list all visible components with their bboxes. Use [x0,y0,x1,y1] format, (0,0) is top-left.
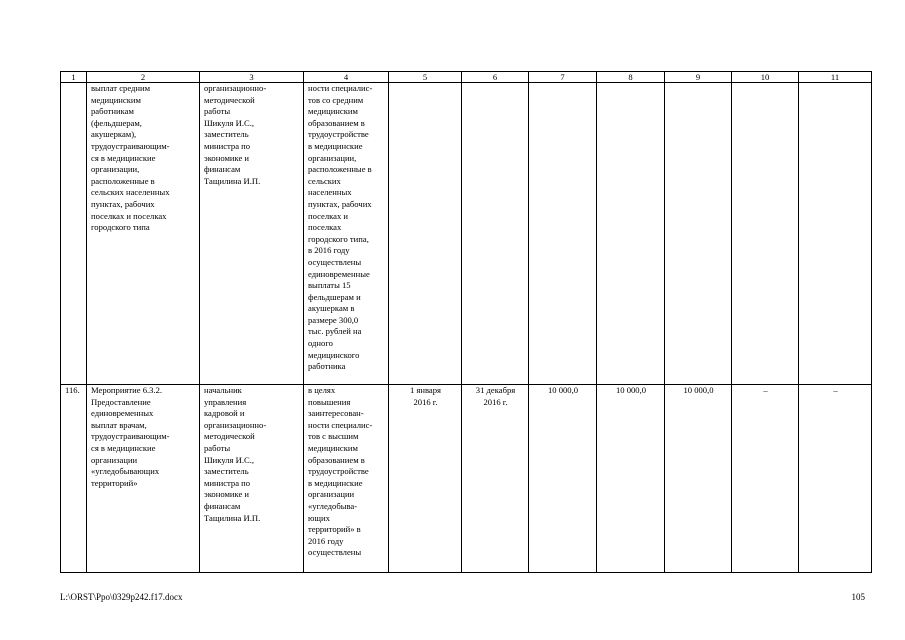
table-row [61,385,872,573]
column-number: 11 [799,72,872,83]
document-path: L:\ORST\Ppo\0329p242.f17.docx [60,592,183,602]
amount-cell: 10 000,0 [529,385,597,573]
row-number-cell [61,83,87,385]
start-date-cell: 1 января 2016 г. [389,385,462,573]
column-number: 6 [462,72,529,83]
column-number: 9 [665,72,732,83]
measure-name-cell: Мероприятие 6.3.2. Предоставление единовременных выплат врачам, трудоустраивающим- ся в медицинские организации «угледобывающих территорий» [87,385,200,573]
page-number: 105 [851,592,865,602]
column-number: 7 [529,72,597,83]
column-number: 3 [200,72,304,83]
column-number: 2 [87,72,200,83]
responsible-cell: организационно- методической работы Шикуля И.С., заместитель министра по экономике и финансам Тащилина И.П. [200,83,304,385]
amount-cell: – [799,385,872,573]
measures-table [60,71,872,573]
amount-cell: 10 000,0 [665,385,732,573]
column-number-row [61,72,872,83]
row-number-cell: 116. [61,385,87,573]
amount-cell: – [732,385,799,573]
amount-cell [529,83,597,385]
start-date-cell [389,83,462,385]
column-number: 8 [597,72,665,83]
measure-name-cell: выплат средним медицинским работникам (фельдшерам, акушеркам), трудоустраивающим- ся в медицинские организации, расположенные в сельских населенных пунктах, рабочих поселках и поселках городского типа [87,83,200,385]
column-number: 4 [304,72,389,83]
amount-cell [665,83,732,385]
column-number: 1 [61,72,87,83]
column-number: 5 [389,72,462,83]
column-number: 10 [732,72,799,83]
end-date-cell [462,83,529,385]
expected-result-cell: в целях повышения заинтересован- ности специалис- тов с высшим медицинским образованием в трудоустройстве в медицинские организации «угледобыва- ющих территорий» в 2016 году осуществлены [304,385,389,573]
amount-cell: 10 000,0 [597,385,665,573]
expected-result-cell: ности специалис- тов со средним медицинским образованием в трудоустройстве в медицинские организации, расположенные в сельских населенных пунктах, рабочих поселках и поселках городского типа, в 2016 году осуществлены единовременные выплаты 15 фельдшерам и акушеркам в размере 300,0 тыс. рублей на одного медицинского работника [304,83,389,385]
amount-cell [732,83,799,385]
amount-cell [597,83,665,385]
end-date-cell: 31 декабря 2016 г. [462,385,529,573]
table-row [61,83,872,385]
responsible-cell: начальник управления кадровой и организационно- методической работы Шикуля И.С., заместитель министра по экономике и финансам Тащилина И.П. [200,385,304,573]
amount-cell [799,83,872,385]
